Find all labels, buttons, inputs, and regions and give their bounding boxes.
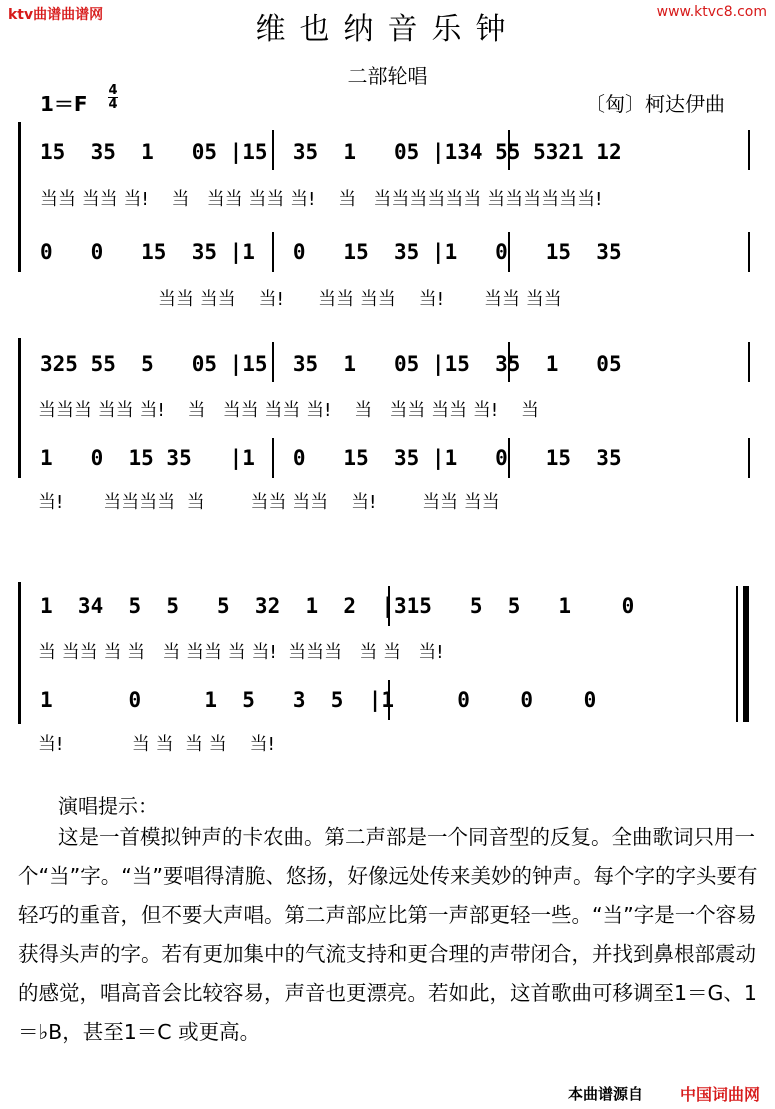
- voice-2-lyrics: 当! 当当当当 当 当当 当当 当! 当当 当当: [38, 492, 500, 513]
- watermark-right: www.ktvc8.com: [656, 4, 767, 20]
- voice-2-notes: 1 0 1 5 3 5 |1 0 0 0: [40, 688, 597, 712]
- time-bottom: 4: [108, 97, 118, 112]
- watermark-left: ktv曲谱曲谱网: [8, 7, 104, 23]
- time-top: 4: [108, 83, 118, 98]
- system-3-brace: [18, 582, 21, 724]
- voice-1-notes: 325 55 5 05 |15 35 1 05 |15 35 1 05: [40, 352, 622, 376]
- voice-2-notes: 1 0 15 35 |1 0 15 35 |1 0 15 35: [40, 446, 622, 470]
- composer: 〔匈〕柯达伊曲: [585, 92, 725, 116]
- voice-2-lyrics: 当! 当 当 当 当 当!: [38, 734, 275, 755]
- voice-1-lyrics: 当当当 当当 当! 当 当当 当当 当! 当 当当 当当 当! 当: [38, 400, 539, 421]
- system-2-brace: [18, 338, 21, 478]
- system-1-brace: [18, 122, 21, 272]
- song-subtitle: 二部轮唱: [347, 64, 428, 88]
- voice-2-notes: 0 0 15 35 |1 0 15 35 |1 0 15 35: [40, 240, 622, 264]
- final-barline-thick: [743, 586, 749, 722]
- barline: [748, 130, 750, 170]
- voice-2-lyrics: 当当 当当 当! 当当 当当 当! 当当 当当: [158, 289, 562, 310]
- footer-source: 本曲谱源自: [568, 1085, 644, 1103]
- key-signature: 1＝F: [40, 92, 88, 116]
- song-title: 维也纳音乐钟: [255, 12, 520, 47]
- final-barline-thin: [736, 586, 738, 722]
- voice-1-lyrics: 当 当当 当 当 当 当当 当 当! 当当当 当 当 当!: [38, 642, 444, 663]
- performance-notes-paragraph: 这是一首模拟钟声的卡农曲。第二声部是一个同音型的反复。全曲歌词只用一个“当”字。“当”要唱得清脆、悠扬，好像远处传来美妙的钟声。每个字的字头要有轻巧的重音，但不要大声唱。第二声部应比第一声部更轻一些。“当”字是一个容易获得头声的字。若有更加集中的气流支持和更合理的声带闭合，并找到鼻根部震动的感觉，唱高音会比较容易，声音也更漂亮。若如此，这首歌曲可移调至1＝G、1＝♭B，甚至1＝C 或更高。: [18, 825, 758, 1044]
- time-signature: [108, 84, 118, 111]
- barline: [748, 342, 750, 382]
- barline: [748, 232, 750, 272]
- voice-1-lyrics: 当当 当当 当! 当 当当 当当 当! 当 当当当当当当 当当当当当当!: [40, 189, 603, 210]
- barline: [748, 438, 750, 478]
- performance-notes-heading: 演唱提示：: [58, 794, 158, 818]
- voice-1-notes: 15 35 1 05 |15 35 1 05 |134 55 5321 12: [40, 140, 622, 164]
- voice-1-notes: 1 34 5 5 5 32 1 2 |315 5 5 1 0: [40, 594, 635, 618]
- footer-site[interactable]: 中国词曲网: [680, 1085, 761, 1104]
